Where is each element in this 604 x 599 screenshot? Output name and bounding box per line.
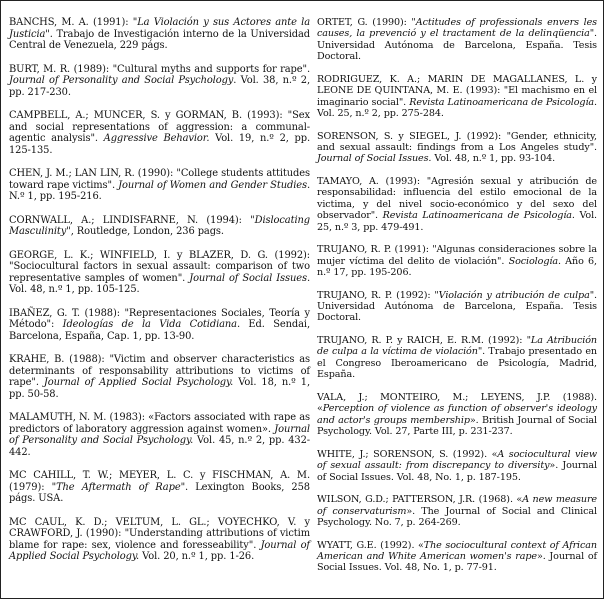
reference-title: Journal of Women and Gender Studies. — [118, 179, 310, 191]
reference-text: Año 6, n.º 17, pp. 195-206. — [317, 255, 598, 279]
reference-text: . Vol. 38, n.º 2, pp. 217-230. — [9, 75, 310, 98]
reference-entry — [9, 517, 310, 563]
reference-text: WYATT, G.E. (1992). « — [317, 539, 424, 551]
reference-entry — [317, 449, 597, 483]
reference-text: MALAMUTH, N. M. (1983): «Factors associated with rape as predictors of laboratory aggression against women». — [9, 412, 310, 435]
reference-entry — [317, 392, 597, 438]
reference-text: BANCHS, M. A. (1991): " — [9, 17, 138, 28]
reference-title: Journal of Personality and Social Psychology — [9, 75, 234, 86]
reference-text: BURT, M. R. (1989): "Cultural myths and supports for rape". — [9, 63, 310, 75]
reference-text: WHITE, J.; SORENSON, S. (1992). « — [317, 448, 498, 460]
reference-title: The sociocultural context of African American and White American women's rape — [317, 539, 597, 562]
reference-title: Perception of violence as function of observer's ideology and actor's groups membership — [317, 403, 597, 426]
reference-entry — [317, 176, 597, 233]
reference-title: Journal of Applied Social Psychology. — [9, 539, 310, 562]
reference-title: Journal of Social Issues. — [189, 272, 310, 284]
reference-text: MC CAUL, K. D.; VELTUM, L. GL.; VOYECHKO, V. y CRAWFORD, J. (1990): "Understanding attributions of victim blame for rape: sex, violence and foresseability". — [9, 516, 310, 551]
reference-text: TRUJANO, R. P. y RAICH, E. R.M. (1992): " — [317, 335, 531, 347]
reference-text: RODRIGUEZ, K. A.; MARIN DE MAGALLANES, L. y LEONE DE QUINTANA, M. E. (1993): "El machismo en el imaginario social". — [317, 73, 597, 108]
reference-entry — [9, 168, 310, 203]
reference-text: ". Universidad Autónoma de Barcelona, España. Tesis Doctoral. — [317, 28, 597, 63]
reference-entry — [9, 250, 310, 296]
reference-title: Dislocating Masculinity — [9, 214, 310, 237]
reference-title: Aggressive Behavior. — [103, 133, 210, 144]
reference-text: Vol. 48, n.º 1, pp. 105-125. — [9, 284, 140, 295]
reference-text: ". Trabajo presentado en el Congreso Iberoamericano de Psicología, Madrid, España. — [317, 346, 598, 381]
reference-entry — [317, 74, 597, 120]
right-reference-column — [317, 17, 597, 585]
reference-text: TRUJANO, R. P. (1992): " — [317, 289, 439, 301]
reference-entry — [9, 470, 310, 505]
reference-text: VALA, J.; MONTEIRO, M.; LEYENS, J.P. (1988). « — [317, 391, 597, 415]
reference-entry — [317, 540, 597, 574]
reference-entry — [9, 412, 310, 458]
reference-text: ", Routledge, London, 236 pags. — [66, 226, 224, 237]
reference-text: ». The Journal of Social and Clinical Psychology. No. 7, p. 264-269. — [317, 505, 597, 528]
reference-title: Revista Latinoamericana de Psicología. — [409, 96, 597, 108]
reference-text: CAMPBELL, A.; MUNCER, S. y GORMAN, B. (1993): "Sex and social representations of aggression: a communal-agentic analysis". — [9, 110, 310, 144]
reference-text: WILSON, G.D.; PATTERSON, J.R. (1968). « — [317, 494, 523, 506]
reference-title: La Atribución de culpa a la víctima de violación — [317, 335, 597, 358]
reference-text: Ed. Sendai, Barcelona, España, Cap. 1, pp. 13-90. — [9, 319, 310, 342]
reference-title: Revista Latinoamericana de Psicología. — [382, 210, 575, 222]
reference-entry — [317, 131, 597, 165]
reference-entry — [9, 110, 310, 156]
reference-entry — [9, 308, 310, 343]
reference-title: La Violación y sus Actores ante la Justicia — [9, 17, 310, 40]
reference-text: Vol. 20, n.º 1, pp. 1-26. — [139, 551, 255, 562]
reference-title: A sociocultural view of sexual assault: from discrepancy to diversity — [317, 448, 597, 472]
reference-text: Vol. 25, n.º 2, pp. 275-284. — [317, 108, 444, 120]
reference-text: KRAHE, B. (1988): "Victim and observer characteristics as determinants of responsability attributions to victims of rape". — [9, 354, 310, 388]
reference-text: ». Journal of Social Issues. Vol. 48, No. 1, p. 77-91. — [317, 550, 597, 574]
reference-title: Journal of Social Issues. — [317, 153, 432, 165]
reference-text: ». Journal of Social Issues. Vol. 48, No. 1, p. 187-195. — [317, 460, 598, 483]
reference-entry — [317, 290, 597, 324]
reference-title: A new measure of conservaturism — [317, 494, 598, 517]
reference-title: Actitudes of professionals envers les causes, la prevenció y el tractament de la delinqüencia — [317, 17, 597, 40]
reference-text: GEORGE, L. K.; WINFIELD, I. y BLAZER, D. G. (1992): "Sociocultural factors in sexual assault: comparison of two representative samples of women". — [9, 249, 310, 284]
reference-text: SORENSON, S. y SIEGEL, J. (1992): "Gender, ethnicity, and sexual assault: findings from a Los Angeles study". — [317, 130, 597, 154]
reference-title: Violación y atribución de culpa — [438, 289, 590, 301]
reference-title: Journal of Applied Social Psychology. — [43, 377, 234, 388]
reference-entry — [9, 64, 310, 99]
reference-text: N.º 1, pp. 195-216. — [9, 191, 102, 202]
reference-text: ". Trabajo de Investigación interno de la Universidad Central de Venezuela, 229 págs. — [9, 28, 310, 51]
reference-text: TRUJANO, R. P. (1991): "Algunas consideraciones sobre la mujer víctima del delito de violación". — [317, 244, 597, 267]
reference-text: ". Lexington Books, 258 págs. USA. — [9, 481, 310, 504]
reference-title: The Aftermath of Rape — [56, 481, 181, 493]
reference-text: ". Universidad Autónoma de Barcelona, España. Tesis Doctoral. — [317, 289, 597, 324]
reference-text: Vol. 25, n.º 3, pp. 479-491. — [317, 210, 597, 233]
reference-text: IBAÑEZ, G. T. (1988): "Representaciones Sociales, Teoría y Método": — [9, 307, 310, 330]
reference-entry — [9, 17, 310, 52]
reference-entry — [9, 215, 310, 238]
reference-entry — [317, 244, 597, 278]
reference-text: TAMAYO, A. (1993): "Agresión sexual y atribución de responsabilidad: influencia del estilo emocional de la victima, y del nivel socio-económico y del sexo del observador". — [317, 176, 597, 222]
left-reference-column — [9, 17, 310, 575]
reference-text: ORTET, G. (1990): " — [317, 17, 416, 28]
reference-text: MC CAHILL, T. W.; MEYER, L. C. y FISCHMAN, A. M. (1979): " — [9, 470, 310, 493]
reference-entry — [317, 335, 597, 381]
reference-text: CORNWALL, A.; LINDISFARNE, N. (1994): " — [9, 214, 255, 226]
reference-text: Vol. 48, n.º 1, pp. 93-104. — [431, 153, 556, 165]
reference-entry — [9, 354, 310, 400]
reference-title: Journal of Personality and Social Psychology. — [9, 423, 310, 446]
reference-text: ». British Journal of Social Psychology. Vol. 27, Parte III, p. 231-237. — [317, 414, 598, 438]
reference-text: CHEN, J. M.; LAN LIN, R. (1990): "College students attitudes toward rape victims". — [9, 168, 310, 191]
reference-text: Vol. 19, n.º 2, pp. 125-135. — [9, 133, 310, 156]
reference-title: Ideologías de la Vida Cotidiana. — [62, 319, 240, 330]
reference-text: Vol. 18, n.º 1, pp. 50-58. — [9, 377, 310, 400]
reference-entry — [317, 494, 597, 528]
reference-entry — [317, 17, 597, 63]
reference-text: Vol. 45, n.º 2, pp. 432-442. — [9, 435, 310, 458]
reference-title: Sociología. — [508, 255, 561, 267]
